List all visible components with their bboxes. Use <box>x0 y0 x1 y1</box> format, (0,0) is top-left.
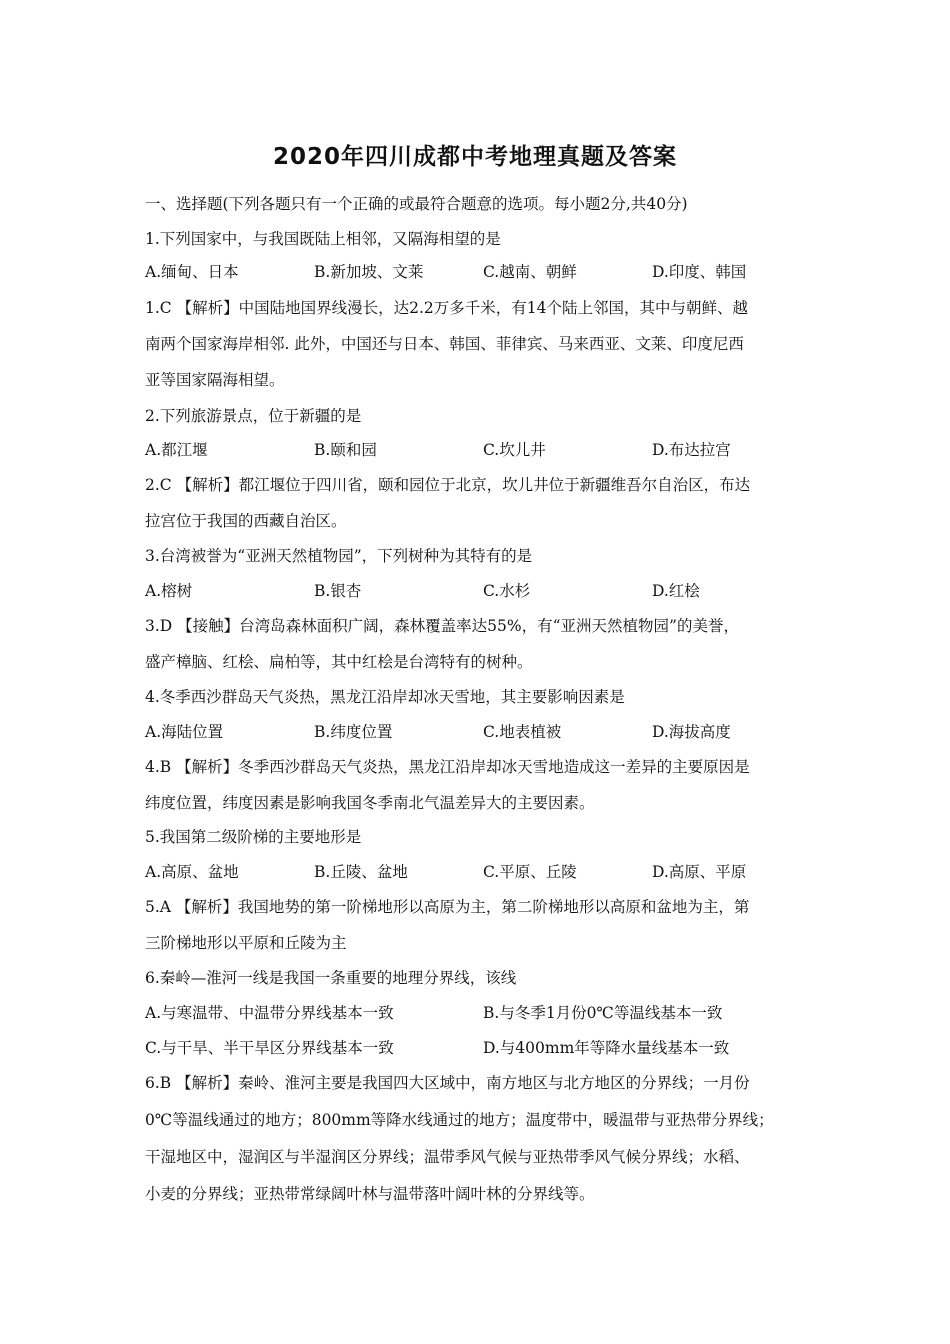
question-6-answer-line: 0℃等温线通过的地方；800mm等降水线通过的地方；温度带中，暖温带与亚热带分界线； <box>145 1111 774 1129</box>
question-6-answer-line: 小麦的分界线；亚热带常绿阔叶林与温带落叶阔叶林的分界线等。 <box>145 1185 595 1203</box>
section-heading: 一、选择题(下列各题只有一个正确的或最符合题意的选项。每小题2分,共40分) <box>145 195 688 213</box>
question-5-stem: 5.我国第二级阶梯的主要地形是 <box>145 828 362 846</box>
question-1-option-b: B.新加坡、文莱 <box>314 263 424 281</box>
question-6-option-b: B.与冬季1月份0℃等温线基本一致 <box>483 1004 723 1022</box>
question-4-option-c: C.地表植被 <box>483 723 562 741</box>
question-6-option-a: A.与寒温带、中温带分界线基本一致 <box>145 1004 394 1022</box>
question-1-option-d: D.印度、韩国 <box>652 263 747 281</box>
question-4-answer-line: 纬度位置，纬度因素是影响我国冬季南北气温差异大的主要因素。 <box>145 794 595 812</box>
question-2-answer-line: 拉宫位于我国的西藏自治区。 <box>145 512 347 530</box>
question-4-answer-line: 4.B 【解析】冬季西沙群岛天气炎热，黑龙江沿岸却冰天雪地造成这一差异的主要原因是 <box>145 758 750 776</box>
question-3-answer-line: 3.D 【接触】台湾岛森林面积广阔，森林覆盖率达55%，有“亚洲天然植物园”的美誉， <box>145 617 739 635</box>
question-1-answer-line: 亚等国家隔海相望。 <box>145 371 285 389</box>
question-5-option-d: D.高原、平原 <box>652 863 747 881</box>
question-6-answer-line: 干湿地区中，湿润区与半湿润区分界线；温带季风气候与亚热带季风气候分界线；水稻、 <box>145 1148 750 1166</box>
question-1-stem: 1.下列国家中，与我国既陆上相邻，又隔海相望的是 <box>145 230 501 248</box>
question-4-option-b: B.纬度位置 <box>314 723 393 741</box>
question-3-answer-line: 盛产樟脑、红桧、扁柏等，其中红桧是台湾特有的树种。 <box>145 653 533 671</box>
question-2-answer-line: 2.C 【解析】都江堰位于四川省，颐和园位于北京，坎儿井位于新疆维吾尔自治区，布达 <box>145 476 751 494</box>
question-3-stem: 3.台湾被誉为“亚洲天然植物园”，下列树种为其特有的是 <box>145 547 533 565</box>
question-3-option-b: B.银杏 <box>314 582 362 600</box>
question-5-option-c: C.平原、丘陵 <box>483 863 577 881</box>
question-1-option-a: A.缅甸、日本 <box>145 263 239 281</box>
question-1-option-c: C.越南、朝鲜 <box>483 263 577 281</box>
question-1-answer-line: 1.C 【解析】中国陆地国界线漫长，达2.2万多千米，有14个陆上邻国，其中与朝鲜、越 <box>145 299 748 317</box>
question-6-option-d: D.与400mm年等降水量线基本一致 <box>483 1039 730 1057</box>
question-2-stem: 2.下列旅游景点，位于新疆的是 <box>145 407 362 425</box>
question-4-option-d: D.海拔高度 <box>652 723 731 741</box>
question-4-stem: 4.冬季西沙群岛天气炎热，黑龙江沿岸却冰天雪地，其主要影响因素是 <box>145 688 625 706</box>
question-5-option-b: B.丘陵、盆地 <box>314 863 408 881</box>
question-5-option-a: A.高原、盆地 <box>145 863 239 881</box>
page-title: 2020年四川成都中考地理真题及答案 <box>272 144 677 170</box>
question-6-option-c: C.与干旱、半干旱区分界线基本一致 <box>145 1039 394 1057</box>
question-6-answer-line: 6.B 【解析】秦岭、淮河主要是我国四大区域中，南方地区与北方地区的分界线；一月份 <box>145 1074 750 1092</box>
question-6-stem: 6.秦岭—淮河一线是我国一条重要的地理分界线，该线 <box>145 969 517 987</box>
question-1-answer-line: 南两个国家海岸相邻. 此外，中国还与日本、韩国、菲律宾、马来西亚、文莱、印度尼西 <box>145 335 744 353</box>
question-4-option-a: A.海陆位置 <box>145 723 224 741</box>
question-3-option-a: A.榕树 <box>145 582 193 600</box>
question-2-option-a: A.都江堰 <box>145 441 208 459</box>
question-2-option-b: B.颐和园 <box>314 441 377 459</box>
question-5-answer-line: 5.A 【解析】我国地势的第一阶梯地形以高原为主，第二阶梯地形以高原和盆地为主，第 <box>145 898 750 916</box>
question-2-option-c: C.坎儿井 <box>483 441 546 459</box>
question-3-option-d: D.红桧 <box>652 582 700 600</box>
question-2-option-d: D.布达拉宫 <box>652 441 731 459</box>
question-3-option-c: C.水杉 <box>483 582 531 600</box>
question-5-answer-line: 三阶梯地形以平原和丘陵为主 <box>145 934 347 952</box>
